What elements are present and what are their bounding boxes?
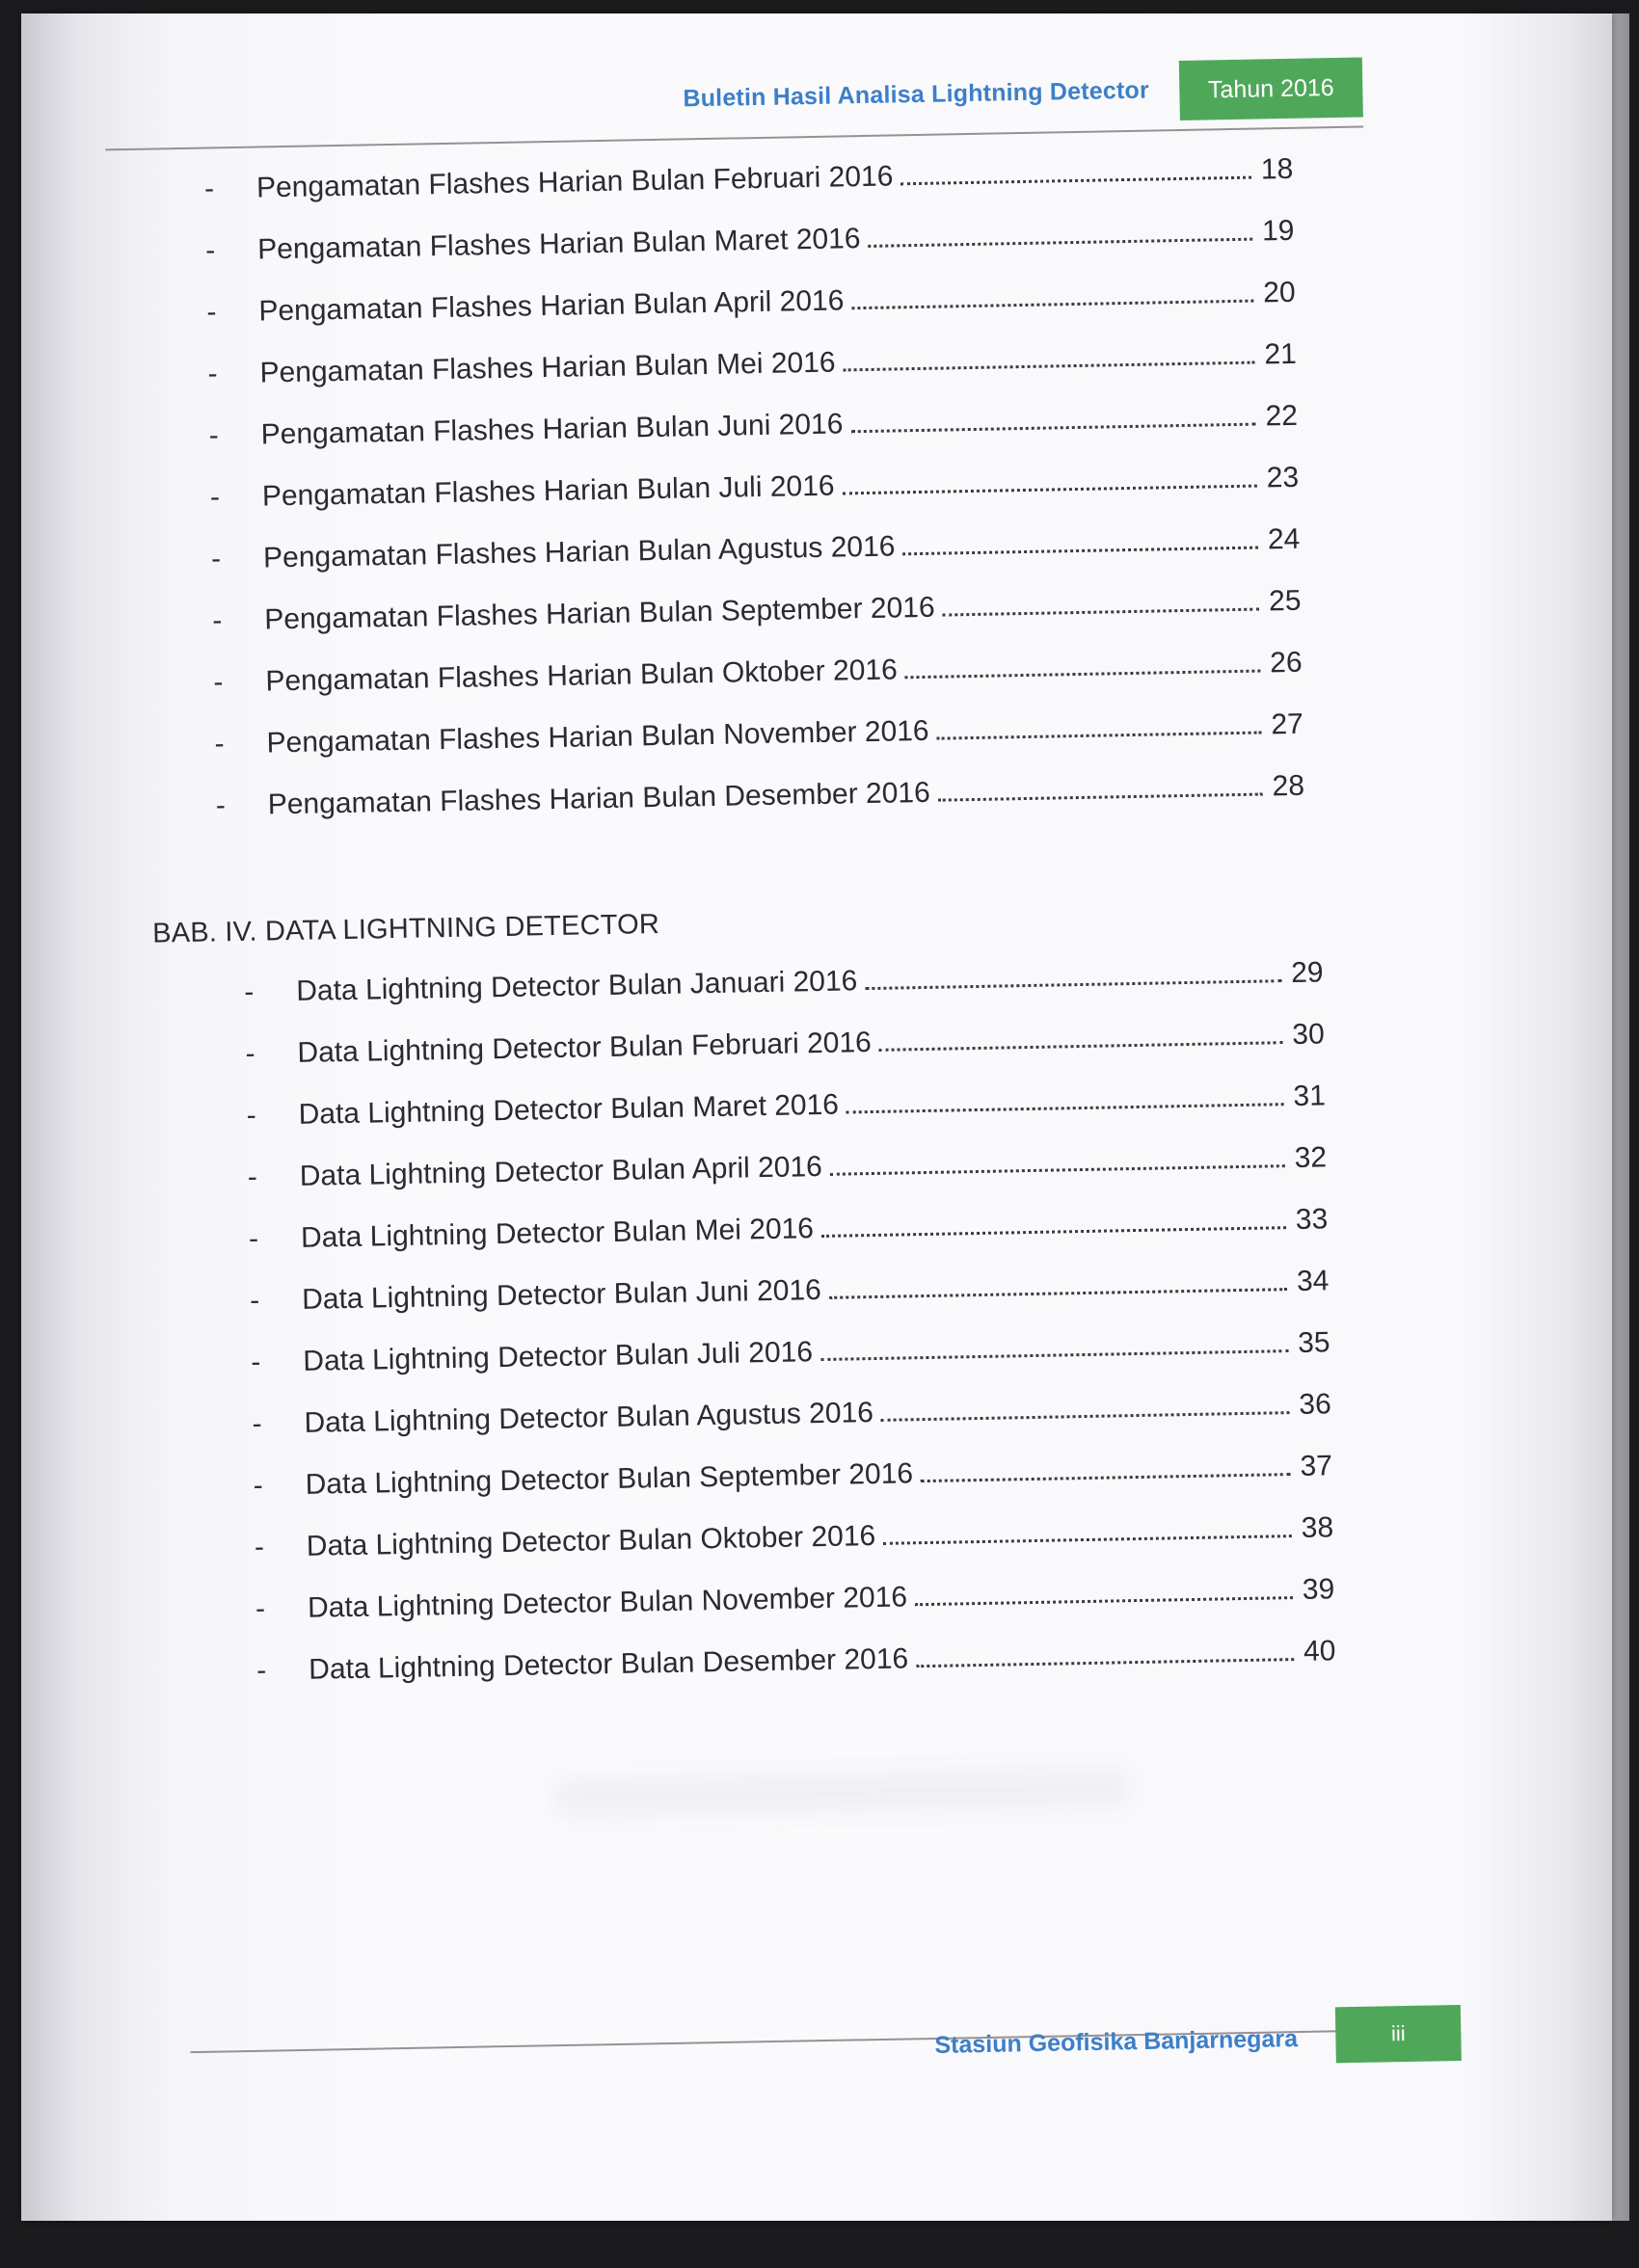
header-divider: [105, 125, 1363, 150]
toc-entry-page: 21: [1264, 337, 1298, 371]
toc-entry-title: Data Lightning Detector Bulan Januari 2016: [296, 965, 858, 1007]
toc-entry-dash: -: [207, 358, 218, 390]
toc-entry-dash: -: [206, 296, 217, 329]
toc-entry-page: 30: [1292, 1018, 1326, 1051]
section-heading-bab-iv: BAB. IV. DATA LIGHTNING DETECTOR: [151, 909, 660, 949]
toc-entry[interactable]: [245, 1018, 1335, 1081]
toc-entry-page: 34: [1296, 1265, 1330, 1297]
toc-entry[interactable]: [252, 1388, 1342, 1451]
toc-entry-dash: -: [245, 1037, 255, 1070]
toc-entry-title: Data Lightning Detector Bulan Maret 2016: [298, 1088, 840, 1131]
toc-leader-dots: [879, 1041, 1283, 1052]
toc-entry[interactable]: [214, 708, 1314, 771]
toc-leader-dots: [869, 238, 1253, 248]
toc-entry[interactable]: [204, 153, 1304, 216]
toc-entry[interactable]: [255, 1511, 1345, 1574]
toc-entry-title: Pengamatan Flashes Harian Bulan Februari 2016: [255, 160, 894, 204]
toc-entry-page: 29: [1290, 956, 1324, 990]
toc-entry-dash: -: [204, 234, 216, 267]
toc-leader-dots: [881, 1411, 1290, 1422]
toc-entry-title: Data Lightning Detector Bulan November 2016: [307, 1581, 908, 1624]
toc-entry[interactable]: [255, 1573, 1346, 1636]
toc-entry-dash: -: [246, 1099, 256, 1132]
toc-leader-dots: [905, 670, 1261, 680]
toc-leader-dots: [937, 732, 1262, 740]
toc-entry-title: Pengamatan Flashes Harian Bulan Agustus 2016: [262, 530, 896, 574]
toc-entry-dash: -: [252, 1407, 262, 1440]
toc-entry[interactable]: [212, 585, 1312, 648]
toc-leader-dots: [851, 300, 1253, 310]
toc-entry-page: 20: [1262, 276, 1296, 309]
toc-entry-title: Pengamatan Flashes Harian Bulan September 2016: [263, 591, 935, 636]
toc-entry-title: Data Lightning Detector Bulan Februari 2016: [297, 1027, 873, 1069]
toc-entry-dash: -: [253, 1469, 264, 1502]
toc-leader-dots: [903, 547, 1259, 556]
toc-entry-page: 23: [1266, 461, 1300, 494]
toc-entry-title: Data Lightning Detector Bulan Agustus 2016: [304, 1397, 874, 1439]
toc-entry[interactable]: [215, 770, 1315, 833]
toc-entry-title: Pengamatan Flashes Harian Bulan Desember 2016: [267, 776, 931, 821]
toc-entry-page: 19: [1261, 214, 1295, 248]
toc-entry-page: 40: [1303, 1635, 1336, 1668]
toc-entry-title: Pengamatan Flashes Harian Bulan November 2016: [266, 714, 929, 760]
toc-entry[interactable]: [206, 277, 1306, 339]
toc-entry-title: Pengamatan Flashes Harian Bulan Mei 2016: [259, 346, 836, 389]
toc-entry-dash: -: [247, 1161, 258, 1193]
toc-entry[interactable]: [249, 1203, 1339, 1266]
toc-entry-page: 18: [1260, 152, 1294, 186]
toc-entry-dash: -: [208, 419, 220, 452]
toc-entry-page: 37: [1300, 1450, 1333, 1482]
toc-leader-dots: [821, 1226, 1286, 1238]
toc-entry-dash: -: [249, 1284, 260, 1317]
toc-entry-dash: -: [210, 543, 222, 575]
toc-entry-dash: -: [203, 173, 215, 205]
toc-entry[interactable]: [207, 338, 1307, 401]
toc-leader-dots: [916, 1658, 1294, 1668]
toc-leader-dots: [843, 485, 1257, 495]
toc-entry-dash: -: [248, 1222, 259, 1255]
toc-entry-title: Data Lightning Detector Bulan Juni 2016: [301, 1273, 822, 1316]
toc-leader-dots: [883, 1534, 1292, 1545]
bleed-through-smudge: [551, 1768, 1131, 1817]
toc-leader-dots: [865, 979, 1281, 990]
toc-entry-dash: -: [209, 481, 221, 514]
toc-entry[interactable]: [211, 523, 1311, 586]
toc-entry-page: 27: [1271, 707, 1304, 741]
toc-entry-page: 35: [1297, 1326, 1330, 1359]
toc-entry-title: Pengamatan Flashes Harian Bulan Juli 2016: [261, 469, 835, 513]
toc-leader-dots: [844, 361, 1255, 372]
toc-entry-title: Data Lightning Detector Bulan Mei 2016: [300, 1213, 815, 1254]
toc-entry-page: 24: [1267, 522, 1301, 556]
toc-entry-page: 36: [1299, 1388, 1332, 1421]
toc-entry[interactable]: [213, 647, 1313, 709]
toc-entry[interactable]: [205, 215, 1305, 278]
toc-entry[interactable]: [248, 1141, 1338, 1204]
toc-leader-dots: [900, 176, 1251, 186]
toc-entry-title: Data Lightning Detector Bulan Juli 2016: [303, 1336, 814, 1377]
toc-entry-title: Data Lightning Detector Bulan September 2016: [305, 1457, 914, 1501]
toc-entry-page: 38: [1301, 1511, 1334, 1544]
toc-entry-page: 28: [1272, 769, 1305, 803]
toc-entry-dash: -: [255, 1592, 266, 1625]
toc-leader-dots: [846, 1103, 1284, 1113]
toc-leader-dots: [850, 423, 1255, 434]
toc-entry-dash: -: [214, 728, 225, 760]
toc-leader-dots: [820, 1349, 1288, 1361]
toc-entry-title: Pengamatan Flashes Harian Bulan Juni 2016: [260, 408, 844, 451]
footer-page-number: iii: [1335, 2005, 1462, 2063]
toc-entry-title: Pengamatan Flashes Harian Bulan April 2016: [258, 284, 845, 328]
toc-entry-page: 33: [1295, 1203, 1329, 1236]
toc-entry-page: 32: [1294, 1141, 1328, 1174]
toc-entry-page: 39: [1302, 1573, 1335, 1606]
toc-entry[interactable]: [251, 1326, 1341, 1389]
toc-entry[interactable]: [244, 956, 1334, 1019]
toc-entry-title: Pengamatan Flashes Harian Bulan Oktober 2016: [265, 654, 899, 698]
header-title: Buletin Hasil Analisa Lightning Detector: [683, 76, 1150, 113]
toc-leader-dots: [943, 608, 1260, 617]
toc-entry-dash: -: [213, 666, 224, 699]
toc-entry-dash: -: [211, 604, 223, 637]
toc-entry[interactable]: [210, 462, 1310, 524]
toc-entry[interactable]: [208, 400, 1308, 463]
toc-entry-title: Data Lightning Detector Bulan April 2016: [299, 1150, 823, 1192]
footer-title: Stasiun Geofisika Banjarnegara: [934, 2025, 1299, 2059]
toc-entry-page: 25: [1268, 584, 1302, 618]
header-year-badge: Tahun 2016: [1179, 58, 1363, 120]
toc-entry[interactable]: [246, 1080, 1336, 1142]
toc-entry-dash: -: [251, 1346, 261, 1378]
toc-entry-dash: -: [254, 1531, 265, 1563]
toc-entry[interactable]: [256, 1635, 1347, 1697]
toc-entry-page: 31: [1293, 1080, 1327, 1112]
toc-entry[interactable]: [253, 1450, 1343, 1512]
toc-entry-dash: -: [215, 789, 227, 822]
toc-entry-page: 22: [1265, 399, 1299, 433]
toc-entry-dash: -: [255, 1654, 267, 1687]
toc-entry[interactable]: [250, 1265, 1340, 1327]
toc-entry-dash: -: [244, 975, 255, 1008]
toc-leader-dots: [921, 1473, 1291, 1482]
toc-leader-dots: [938, 793, 1263, 802]
toc-entry-title: Pengamatan Flashes Harian Bulan Maret 2016: [256, 223, 861, 266]
toc-leader-dots: [829, 1288, 1287, 1299]
toc-leader-dots: [830, 1164, 1285, 1176]
toc-entry-page: 26: [1269, 646, 1303, 680]
toc-entry-title: Data Lightning Detector Bulan Oktober 2016: [306, 1520, 876, 1562]
toc-entry-title: Data Lightning Detector Bulan Desember 2016: [308, 1642, 909, 1686]
toc-leader-dots: [915, 1596, 1293, 1606]
